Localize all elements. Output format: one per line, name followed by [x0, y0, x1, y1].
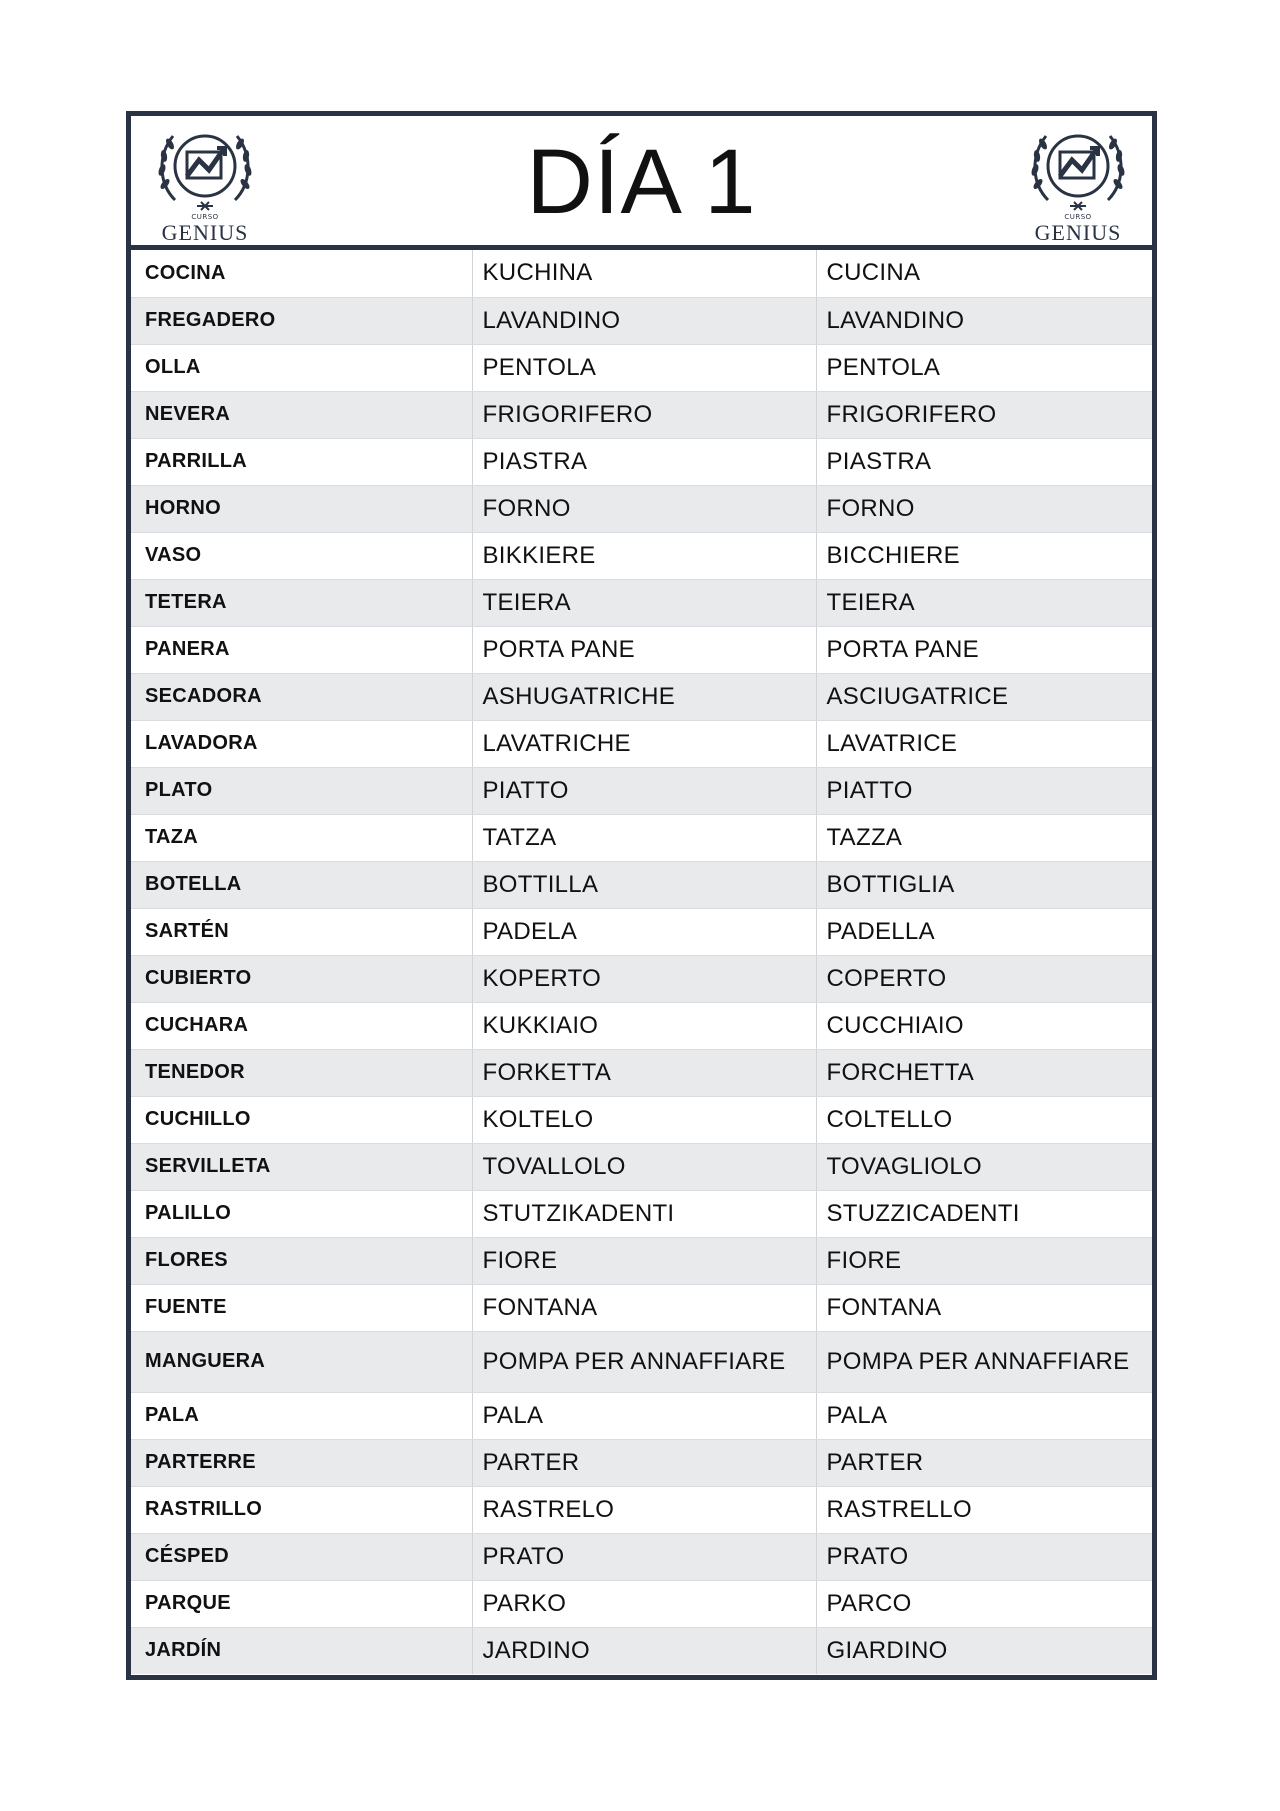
spanish-word: FLORES — [131, 1237, 472, 1284]
table-row — [131, 1237, 1152, 1284]
table-row — [131, 1533, 1152, 1580]
italian-word: FIORE — [816, 1237, 1152, 1284]
table-row — [131, 1486, 1152, 1533]
table-row — [131, 1439, 1152, 1486]
table-row — [131, 1627, 1152, 1674]
italian-word: TEIERA — [816, 579, 1152, 626]
table-row — [131, 1392, 1152, 1439]
italian-word: STUZZICADENTI — [816, 1190, 1152, 1237]
italian-word: PIASTRA — [816, 438, 1152, 485]
italian-word: PIATTO — [816, 767, 1152, 814]
italian-phonetic: KOPERTO — [472, 955, 816, 1002]
logo-caption: CURSO — [1064, 213, 1092, 221]
italian-phonetic: KUKKIAIO — [472, 1002, 816, 1049]
spanish-word: SERVILLETA — [131, 1143, 472, 1190]
italian-word: TOVAGLIOLO — [816, 1143, 1152, 1190]
italian-phonetic: FONTANA — [472, 1284, 816, 1331]
italian-word: PRATO — [816, 1533, 1152, 1580]
logo-name: GENIUS — [1034, 220, 1122, 245]
italian-word: ASCIUGATRICE — [816, 673, 1152, 720]
spanish-word: PLATO — [131, 767, 472, 814]
italian-word: FONTANA — [816, 1284, 1152, 1331]
spanish-word: CUCHILLO — [131, 1096, 472, 1143]
italian-phonetic: ASHUGATRICHE — [472, 673, 816, 720]
spanish-word: TAZA — [131, 814, 472, 861]
spanish-word: TETERA — [131, 579, 472, 626]
italian-word: TAZZA — [816, 814, 1152, 861]
italian-word: POMPA PER ANNAFFIARE — [816, 1331, 1152, 1392]
table-row — [131, 908, 1152, 955]
table-row — [131, 297, 1152, 344]
italian-phonetic: TATZA — [472, 814, 816, 861]
italian-phonetic: FRIGORIFERO — [472, 391, 816, 438]
italian-phonetic: JARDINO — [472, 1627, 816, 1674]
italian-phonetic: TEIERA — [472, 579, 816, 626]
table-row — [131, 1190, 1152, 1237]
spanish-word: JARDÍN — [131, 1627, 472, 1674]
italian-phonetic: RASTRELO — [472, 1486, 816, 1533]
table-row — [131, 1049, 1152, 1096]
spanish-word: TENEDOR — [131, 1049, 472, 1096]
spanish-word: BOTELLA — [131, 861, 472, 908]
table-row — [131, 861, 1152, 908]
table-row — [131, 344, 1152, 391]
spanish-word: CUCHARA — [131, 1002, 472, 1049]
italian-word: BICCHIERE — [816, 532, 1152, 579]
spanish-word: FREGADERO — [131, 297, 472, 344]
spanish-word: SARTÉN — [131, 908, 472, 955]
table-row — [131, 250, 1152, 297]
italian-word: PARCO — [816, 1580, 1152, 1627]
italian-phonetic: PALA — [472, 1392, 816, 1439]
spanish-word: PALILLO — [131, 1190, 472, 1237]
italian-word: LAVANDINO — [816, 297, 1152, 344]
spanish-word: VASO — [131, 532, 472, 579]
italian-phonetic: LAVANDINO — [472, 297, 816, 344]
italian-phonetic: PARTER — [472, 1439, 816, 1486]
italian-word: PENTOLA — [816, 344, 1152, 391]
italian-word: RASTRELLO — [816, 1486, 1152, 1533]
table-row — [131, 673, 1152, 720]
spanish-word: LAVADORA — [131, 720, 472, 767]
italian-phonetic: BOTTILLA — [472, 861, 816, 908]
italian-phonetic: BIKKIERE — [472, 532, 816, 579]
italian-word: CUCCHIAIO — [816, 1002, 1152, 1049]
italian-word: PADELLA — [816, 908, 1152, 955]
italian-phonetic: PRATO — [472, 1533, 816, 1580]
italian-phonetic: FORKETTA — [472, 1049, 816, 1096]
italian-word: COPERTO — [816, 955, 1152, 1002]
spanish-word: FUENTE — [131, 1284, 472, 1331]
italian-phonetic: FORNO — [472, 485, 816, 532]
italian-word: FORNO — [816, 485, 1152, 532]
spanish-word: HORNO — [131, 485, 472, 532]
table-row — [131, 955, 1152, 1002]
logo-name: GENIUS — [161, 220, 249, 245]
italian-phonetic: STUTZIKADENTI — [472, 1190, 816, 1237]
italian-phonetic: LAVATRICHE — [472, 720, 816, 767]
table-row — [131, 438, 1152, 485]
spanish-word: PARQUE — [131, 1580, 472, 1627]
table-row — [131, 1096, 1152, 1143]
italian-phonetic: TOVALLOLO — [472, 1143, 816, 1190]
italian-phonetic: PADELA — [472, 908, 816, 955]
italian-word: LAVATRICE — [816, 720, 1152, 767]
table-row — [131, 485, 1152, 532]
spanish-word: CUBIERTO — [131, 955, 472, 1002]
italian-phonetic: KUCHINA — [472, 250, 816, 297]
italian-phonetic: KOLTELO — [472, 1096, 816, 1143]
table-row — [131, 579, 1152, 626]
italian-phonetic: FIORE — [472, 1237, 816, 1284]
italian-word: PORTA PANE — [816, 626, 1152, 673]
laurel-chart-icon — [1026, 122, 1130, 214]
spanish-word: SECADORA — [131, 673, 472, 720]
spanish-word: CÉSPED — [131, 1533, 472, 1580]
spanish-word: PANERA — [131, 626, 472, 673]
table-row — [131, 626, 1152, 673]
italian-phonetic: PORTA PANE — [472, 626, 816, 673]
spanish-word: RASTRILLO — [131, 1486, 472, 1533]
spanish-word: MANGUERA — [131, 1331, 472, 1392]
sheet-header — [131, 116, 1152, 250]
italian-word: FRIGORIFERO — [816, 391, 1152, 438]
table-row — [131, 391, 1152, 438]
spanish-word: COCINA — [131, 250, 472, 297]
table-row — [131, 767, 1152, 814]
spanish-word: OLLA — [131, 344, 472, 391]
spanish-word: NEVERA — [131, 391, 472, 438]
logo-caption: CURSO — [191, 213, 219, 221]
italian-phonetic: PARKO — [472, 1580, 816, 1627]
italian-word: BOTTIGLIA — [816, 861, 1152, 908]
table-row — [131, 1284, 1152, 1331]
spanish-word: PARTERRE — [131, 1439, 472, 1486]
italian-phonetic: PENTOLA — [472, 344, 816, 391]
table-row — [131, 720, 1152, 767]
spanish-word: PALA — [131, 1392, 472, 1439]
italian-word: PALA — [816, 1392, 1152, 1439]
italian-word: COLTELLO — [816, 1096, 1152, 1143]
vocabulary-sheet — [126, 111, 1157, 1680]
table-row — [131, 532, 1152, 579]
italian-phonetic: PIASTRA — [472, 438, 816, 485]
italian-phonetic: POMPA PER ANNAFFIARE — [472, 1331, 816, 1392]
spanish-word: PARRILLA — [131, 438, 472, 485]
table-row — [131, 1002, 1152, 1049]
italian-word: FORCHETTA — [816, 1049, 1152, 1096]
italian-word: PARTER — [816, 1439, 1152, 1486]
table-row — [131, 1331, 1152, 1392]
italian-word: CUCINA — [816, 250, 1152, 297]
table-row — [131, 814, 1152, 861]
italian-word: GIARDINO — [816, 1627, 1152, 1674]
curso-genius-logo-right — [1026, 122, 1130, 245]
vocabulary-table — [131, 250, 1152, 1674]
page-title: DÍA 1 — [526, 131, 757, 233]
italian-phonetic: PIATTO — [472, 767, 816, 814]
table-row — [131, 1580, 1152, 1627]
table-row — [131, 1143, 1152, 1190]
